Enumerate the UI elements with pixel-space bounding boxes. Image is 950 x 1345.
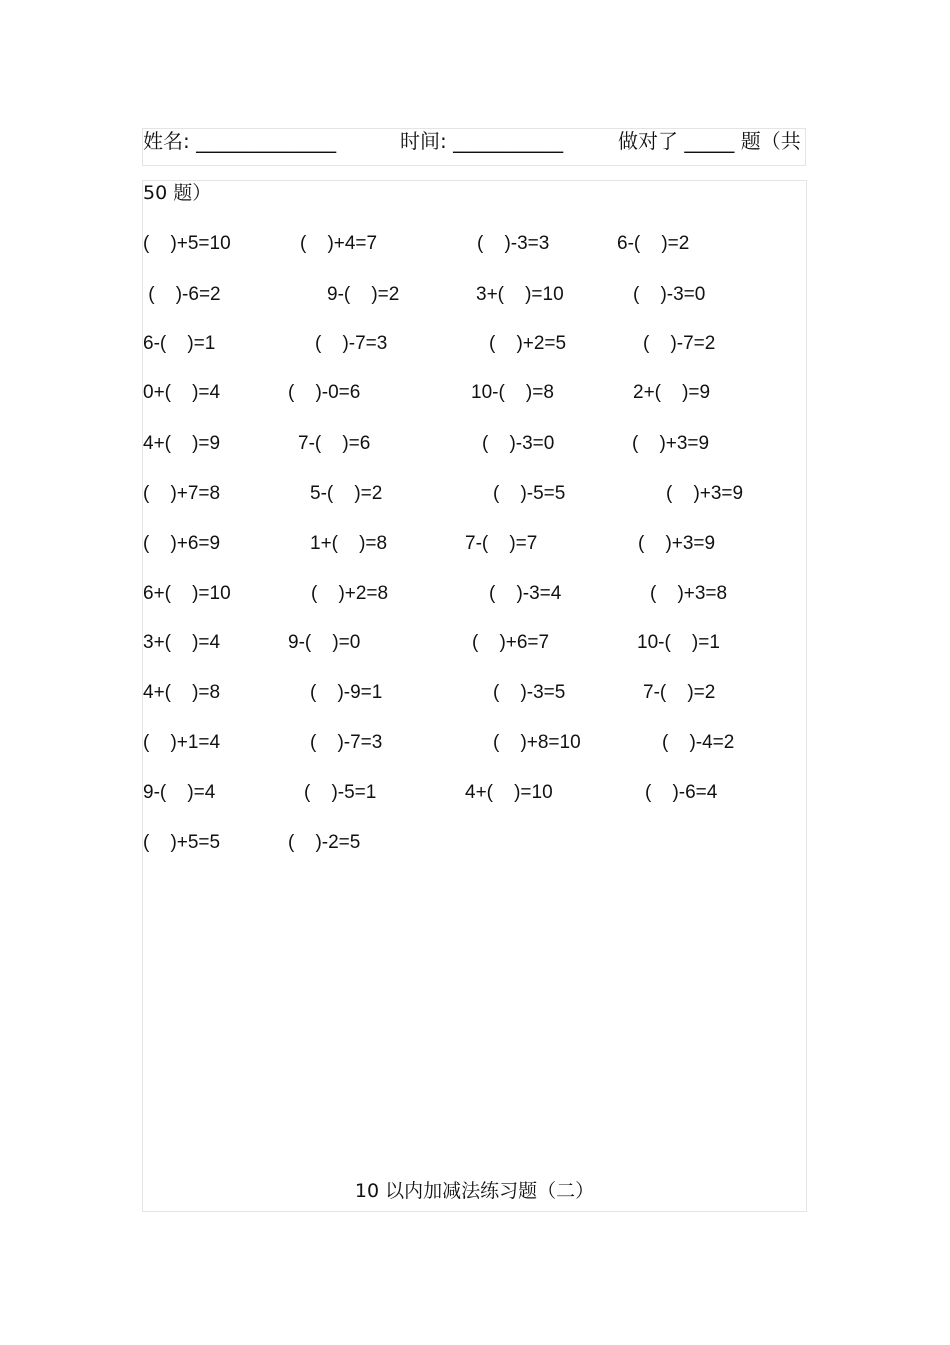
score-field: 做对了 _____ 题（共 xyxy=(618,129,801,153)
problem-item: ( )-7=3 xyxy=(315,333,388,354)
problem-item: ( )+6=7 xyxy=(472,632,550,653)
problem-item: ( )+6=9 xyxy=(143,533,221,554)
problem-item: ( )-0=6 xyxy=(288,382,361,403)
problem-item: 9-( )=2 xyxy=(327,284,400,305)
problem-item: 6-( )=1 xyxy=(143,333,216,354)
problem-item: 0+( )=4 xyxy=(143,382,221,403)
problem-item: 7-( )=2 xyxy=(643,682,716,703)
problem-item: ( )-3=3 xyxy=(477,233,550,254)
problem-item: 2+( )=9 xyxy=(633,382,711,403)
problem-item: 10-( )=1 xyxy=(637,632,720,653)
worksheet-title: 10 以内加减法练习题（二） xyxy=(354,1180,595,1202)
problem-item: 10-( )=8 xyxy=(471,382,554,403)
problem-item: 4+( )=8 xyxy=(143,682,221,703)
problem-item: ( )-3=0 xyxy=(482,433,555,454)
problem-item: 7-( )=7 xyxy=(465,533,538,554)
problem-item: ( )-3=0 xyxy=(633,284,706,305)
problem-item: ( )-3=5 xyxy=(493,682,566,703)
problem-item: ( )+3=9 xyxy=(638,533,716,554)
problem-item: ( )-7=3 xyxy=(310,732,383,753)
problem-item: ( )+7=8 xyxy=(143,483,221,504)
problem-item: ( )+5=10 xyxy=(143,233,231,254)
problem-item: ( )+1=4 xyxy=(143,732,221,753)
worksheet-header xyxy=(143,127,807,155)
problem-item: ( )+3=9 xyxy=(632,433,710,454)
problem-item: 9-( )=4 xyxy=(143,782,216,803)
problem-item: ( )-5=1 xyxy=(304,782,377,803)
time-field: 时间: ___________ xyxy=(400,129,564,153)
problem-item: ( )+8=10 xyxy=(493,732,581,753)
problem-item: 4+( )=9 xyxy=(143,433,221,454)
problem-item: ( )-7=2 xyxy=(643,333,716,354)
problem-item: ( )+2=8 xyxy=(311,583,389,604)
problem-item: 4+( )=10 xyxy=(465,782,553,803)
problem-item: 1+( )=8 xyxy=(310,533,388,554)
problem-item: 3+( )=10 xyxy=(476,284,564,305)
problem-item: ( )-5=5 xyxy=(493,483,566,504)
problem-item: 7-( )=6 xyxy=(298,433,371,454)
problem-item: 9-( )=0 xyxy=(288,632,361,653)
problem-item: 6-( )=2 xyxy=(617,233,690,254)
problem-item: ( )-3=4 xyxy=(489,583,562,604)
problem-item: ( )+5=5 xyxy=(143,832,221,853)
problem-item: ( )+3=9 xyxy=(666,483,744,504)
problem-item: ( )-9=1 xyxy=(310,682,383,703)
problem-item: 6+( )=10 xyxy=(143,583,231,604)
name-field: 姓名: ______________ xyxy=(143,129,337,153)
problem-item: ( )-4=2 xyxy=(662,732,735,753)
problem-item: 3+( )=4 xyxy=(143,632,221,653)
problem-item: ( )+3=8 xyxy=(650,583,728,604)
total-count-text: 50 题） xyxy=(143,182,212,204)
problem-item: 5-( )=2 xyxy=(310,483,383,504)
problem-item: ( )-6=4 xyxy=(645,782,718,803)
problem-item: ( )+2=5 xyxy=(489,333,567,354)
problem-item: ( )+4=7 xyxy=(300,233,378,254)
problem-item: ( )-6=2 xyxy=(143,284,221,305)
problem-item: ( )-2=5 xyxy=(288,832,361,853)
